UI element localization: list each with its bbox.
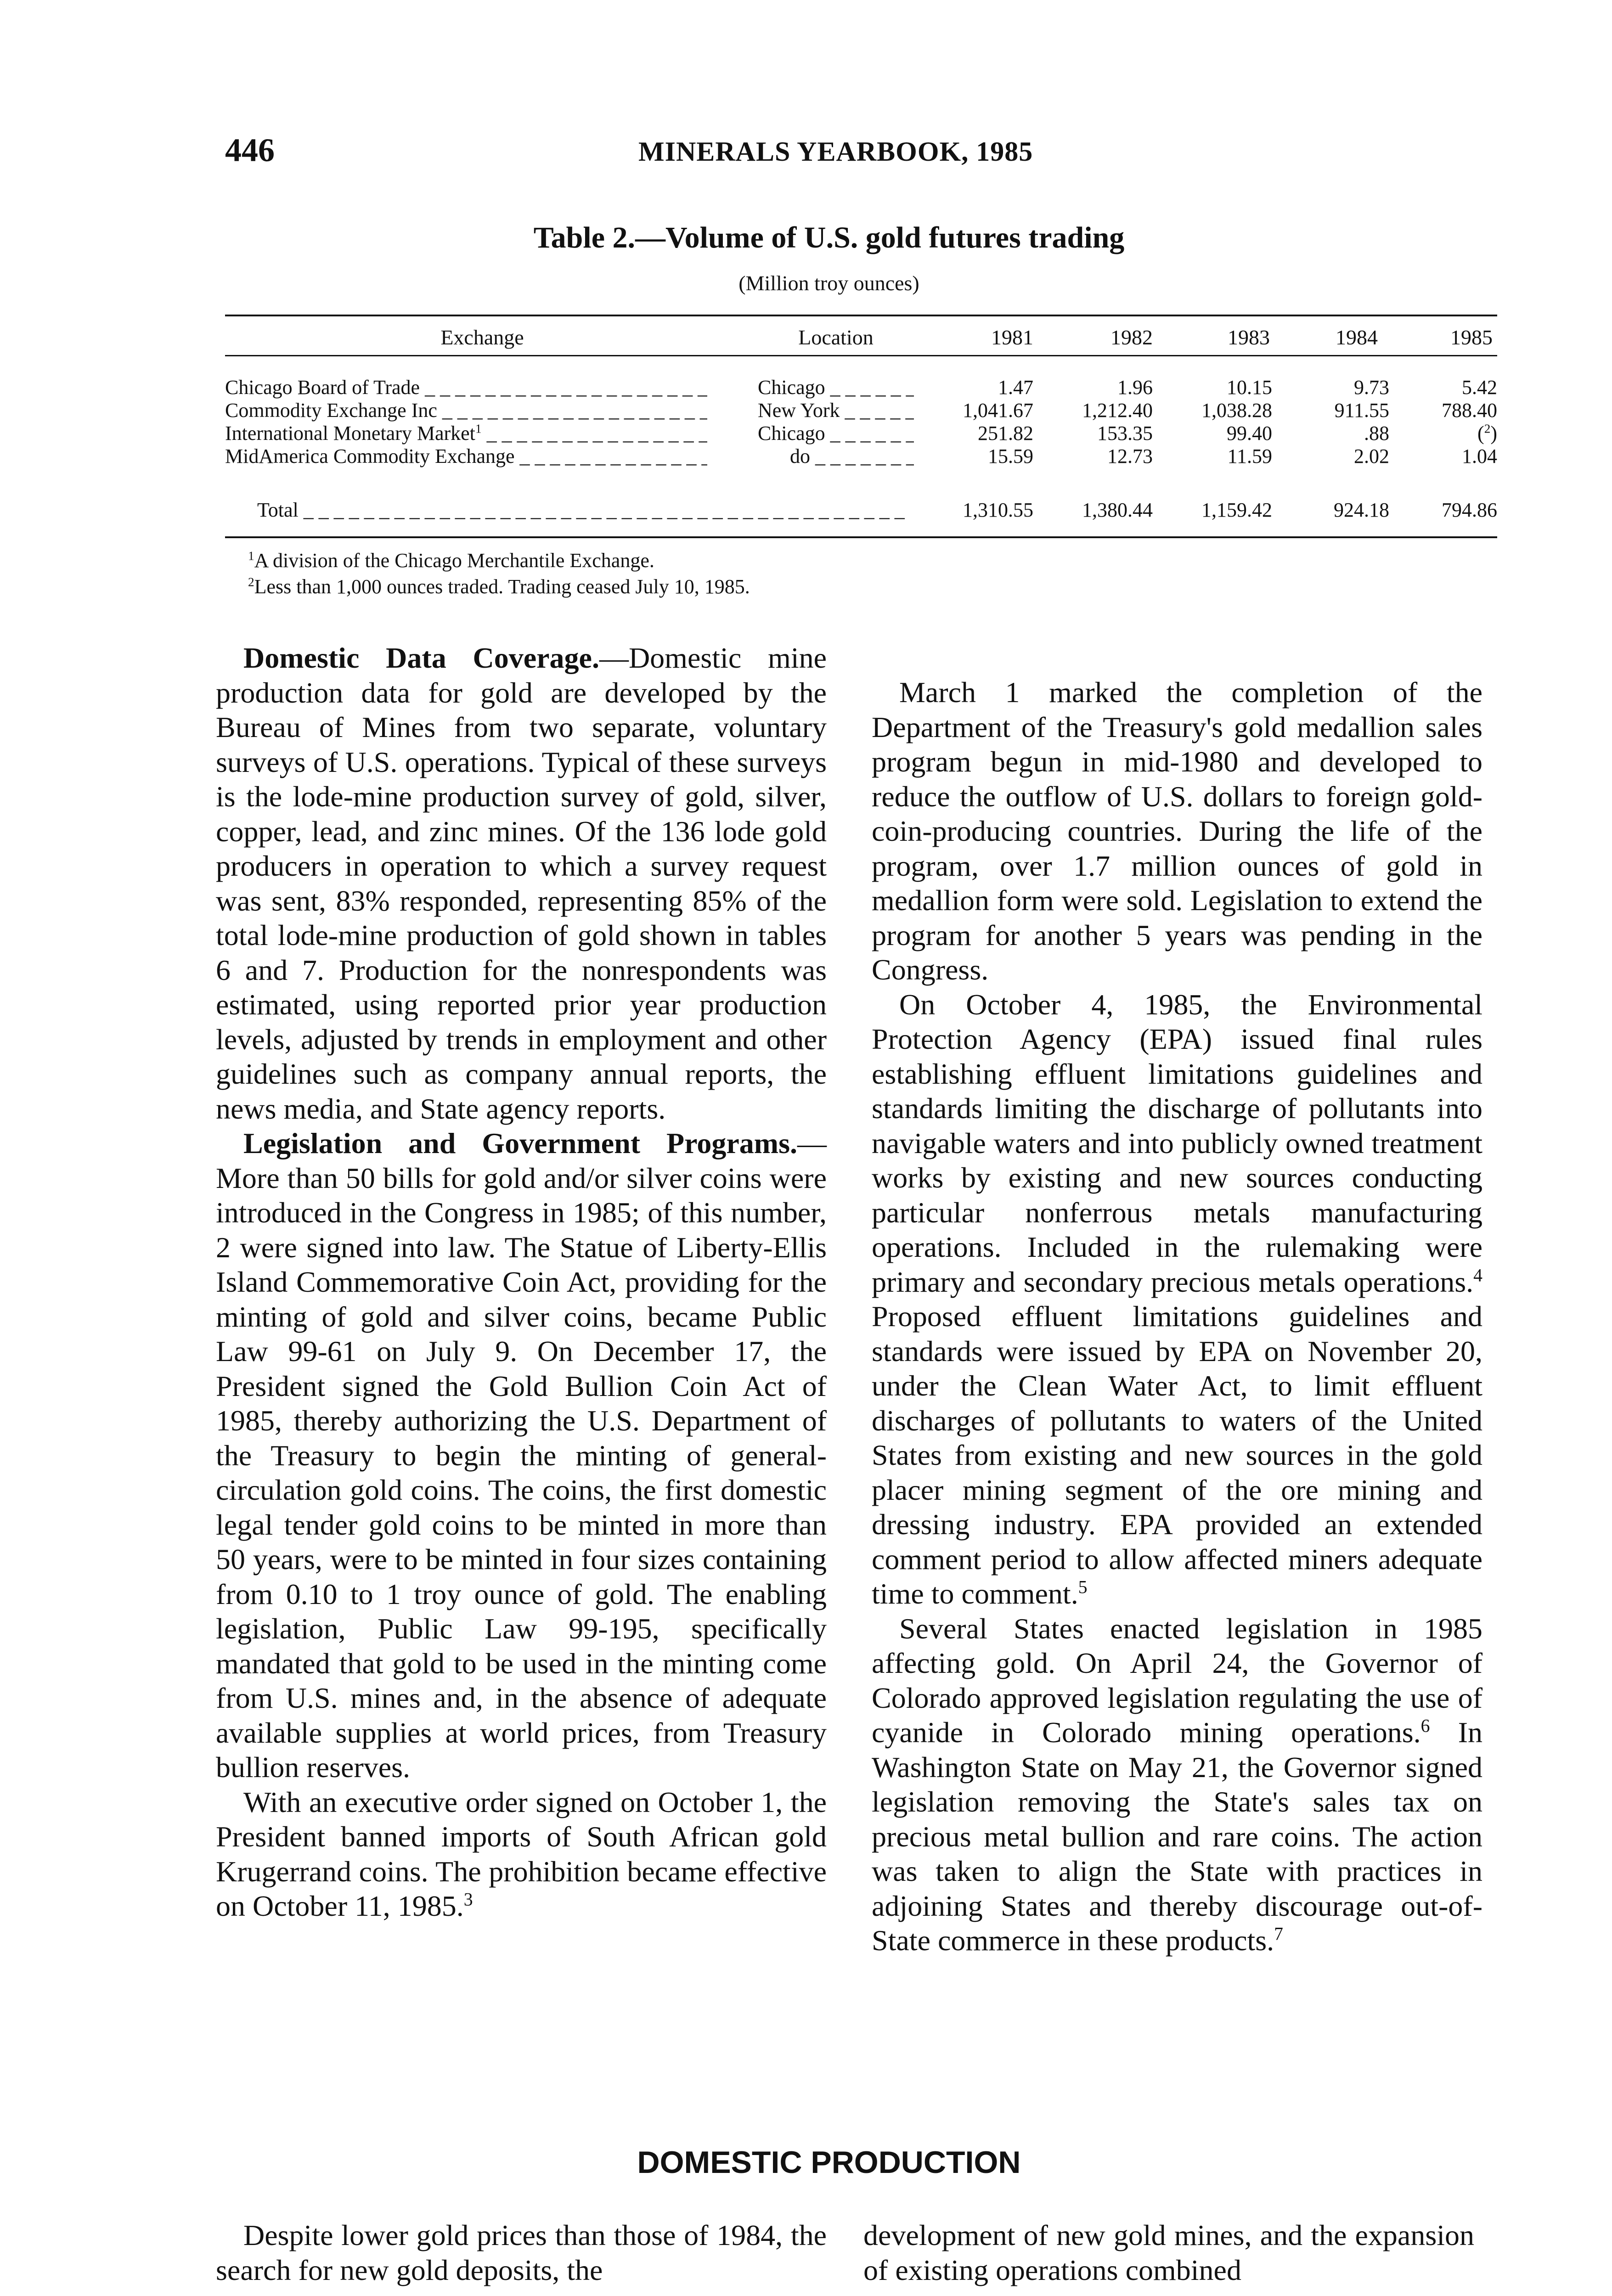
paragraph-data-coverage xyxy=(216,641,827,1126)
page-number: 446 xyxy=(225,132,275,169)
table-header-rule xyxy=(225,355,1497,356)
table-row xyxy=(225,422,1497,445)
paragraph-text: With an executive order signed on October 1, the President banned imports of South African gold Krugerrand coins. The prohibition became effective on October 11, 1985. xyxy=(216,1785,827,1922)
table-total-row xyxy=(225,498,1497,521)
column-header-1981: 1981 xyxy=(991,326,1033,349)
total-1985: 794.86 xyxy=(1442,499,1497,521)
cell-location: Chicago _ _ _ xyxy=(758,422,914,445)
cell-1981: 15.59 xyxy=(988,445,1033,467)
cell-exchange-text: International Monetary Market xyxy=(225,422,475,445)
cell-1982: 1.96 xyxy=(1117,376,1153,399)
cell-1984: .88 xyxy=(1364,422,1389,445)
footnote-ref: 3 xyxy=(463,1889,473,1910)
run-in-heading: Legislation and Government Programs. xyxy=(243,1127,797,1159)
paragraph-text: In Washington State on May 21, the Governor signed legislation removing the State's sales tax on precious metal bullion and rare coins. The action was taken to align the State with practices in adjoining States and thereby discourage out-of-State commerce in these products. xyxy=(872,1716,1482,1957)
column-header-location: Location xyxy=(798,326,874,349)
column-header-1982: 1982 xyxy=(1110,326,1153,349)
footnote-ref: 7 xyxy=(1274,1924,1283,1944)
cell-1985: 1.04 xyxy=(1462,445,1497,467)
table-title xyxy=(0,220,1612,255)
cell-1985: 5.42 xyxy=(1462,376,1497,399)
cell-location: New York _ _ _ xyxy=(758,399,914,422)
section-heading xyxy=(0,2144,1612,2180)
column-header-exchange: Exchange xyxy=(440,326,524,349)
table-subtitle-text: (Million troy ounces) xyxy=(738,271,919,295)
paragraph-text: Several States enacted legislation in 1985 affecting gold. On April 24, the Governor of Colorado approved legislation regulating the use of cyanide in Colorado mining operations. xyxy=(872,1612,1482,1749)
cell-1982: 1,212.40 xyxy=(1082,399,1153,422)
footnote-text: A division of the Chicago Merchantile Exchange. xyxy=(254,549,654,572)
footnote-ref: 2 xyxy=(1484,422,1491,436)
cell-1983: 1,038.28 xyxy=(1201,399,1272,422)
table-footnote-1 xyxy=(248,549,654,572)
footnote-mark: 1 xyxy=(248,549,254,563)
cell-1981: 251.82 xyxy=(978,422,1033,445)
cell-exchange: Chicago Board of Trade _ _ _ xyxy=(225,376,707,399)
cell-location: Chicago _ _ _ xyxy=(758,376,914,399)
cell-1983: 11.59 xyxy=(1227,445,1272,467)
total-label: Total _ _ _ xyxy=(257,498,909,522)
section-heading-text: DOMESTIC PRODUCTION xyxy=(637,2145,1021,2180)
cell-1984: 911.55 xyxy=(1334,399,1389,422)
paragraph-text: Proposed effluent limitations guidelines and standards were issued by EPA on November 20, under the Clean Water Act, to limit effluent discharges of pollutants to waters of the United States from existing and new sources in the gold placer mining segment of the ore mining and dressing industry. EPA provided an extended comment period to allow affected miners adequate time to comment. xyxy=(872,1300,1482,1610)
table-subtitle xyxy=(0,271,1612,295)
running-title: MINERALS YEARBOOK, 1985 xyxy=(638,136,1033,167)
column-header-1984: 1984 xyxy=(1336,326,1378,349)
paragraph-text: March 1 marked the completion of the Department of the Treasury's gold medallion sales program begun in mid-1980 and developed to reduce the outflow of U.S. dollars to foreign gold-coin-producing countries. During the life of the program, over 1.7 million ounces of gold in medallion form were sold. Legislation to extend the program for another 5 years was pending in the Congress. xyxy=(872,676,1482,986)
body-column-right xyxy=(872,675,1482,1958)
column-header-1985: 1985 xyxy=(1450,326,1493,349)
table-row xyxy=(225,376,1497,399)
section-column-right xyxy=(863,2218,1474,2287)
section-column-left xyxy=(216,2218,827,2287)
paragraph-text: —More than 50 bills for gold and/or silver coins were introduced in the Congress in 1985; of this number, 2 were signed into law. The Statue of Liberty-Ellis Island Commemorative Coin Act, providing for the minting of gold and silver coins, became Public Law 99-61 on July 9. On December 17, the President signed the Gold Bullion Coin Act of 1985, thereby authorizing the U.S. Department of the Treasury to begin the minting of general-circulation gold coins. The coins, the first domestic legal tender gold coins to be minted in more than 50 years, were to be minted in four sizes containing from 0.10 to 1 troy ounce of gold. The enabling legislation, Public Law 99-195, specifically mandated that gold to be used in the minting come from U.S. mines and, in the absence of adequate available supplies at world prices, from Treasury bullion reserves. xyxy=(216,1127,827,1784)
footnote-ref: 4 xyxy=(1473,1265,1482,1286)
cell-1984: 9.73 xyxy=(1354,376,1389,399)
footnote-text: Less than 1,000 ounces traded. Trading ceased July 10, 1985. xyxy=(254,575,750,598)
table-title-text: Table 2.—Volume of U.S. gold futures trading xyxy=(533,221,1125,254)
paragraph-production-start: Despite lower gold prices than those of 1984, the search for new gold deposits, the xyxy=(216,2219,827,2286)
table-footnote-2 xyxy=(248,575,750,598)
total-1981: 1,310.55 xyxy=(963,499,1033,521)
table-row xyxy=(225,445,1497,467)
paragraph-legislation xyxy=(216,1126,827,1785)
footnote-ref: 5 xyxy=(1078,1577,1088,1598)
cell-1985 xyxy=(1378,422,1497,445)
cell-exchange: Commodity Exchange Inc _ _ _ xyxy=(225,399,707,422)
cell-exchange xyxy=(225,422,707,445)
cell-1981: 1.47 xyxy=(998,376,1033,399)
table-row xyxy=(225,399,1497,422)
footnote-mark: 2 xyxy=(248,575,254,589)
cell-location: do _ _ _ xyxy=(758,445,914,468)
column-header-1983: 1983 xyxy=(1228,326,1270,349)
paragraph-text: —Domestic mine production data for gold are developed by the Bureau of Mines from two separate, voluntary surveys of U.S. operations. Typical of these surveys is the lode-mine production survey of gold, silver, copper, lead, and zinc mines. Of the 136 lode gold producers in operation to which a survey request was sent, 83% responded, representing 85% of the total lode-mine production of gold shown in tables 6 and 7. Production for the nonrespondents was estimated, using reported prior year production levels, adjusted by trends in employment and other guidelines such as company annual reports, the news media, and State agency reports. xyxy=(216,642,827,1125)
footnote-ref: 1 xyxy=(475,422,482,436)
total-1983: 1,159.42 xyxy=(1201,499,1272,521)
table-bottom-rule xyxy=(225,536,1497,538)
table-top-rule xyxy=(225,315,1497,316)
run-in-heading: Domestic Data Coverage. xyxy=(243,642,599,674)
paragraph-epa xyxy=(872,987,1482,1611)
cell-1981: 1,041.67 xyxy=(963,399,1033,422)
cell-1985: 788.40 xyxy=(1442,399,1497,422)
total-1982: 1,380.44 xyxy=(1082,499,1153,521)
cell-1983: 99.40 xyxy=(1227,422,1272,445)
paragraph-krugerrand xyxy=(216,1785,827,1924)
paragraph-medallion xyxy=(872,675,1482,987)
paragraph-text: On October 4, 1985, the Environmental Protection Agency (EPA) issued final rules establishing effluent limitations guidelines and standards limiting the discharge of pollutants into navigable waters and into publicly owned treatment works by existing and new sources conducting particular nonferrous metals manufacturing operations. Included in the rulemaking were primary and secondary precious metals operations. xyxy=(872,988,1482,1298)
cell-1985-open: ( xyxy=(1477,422,1484,445)
cell-1983: 10.15 xyxy=(1227,376,1272,399)
footnote-ref: 6 xyxy=(1420,1716,1430,1736)
cell-exchange: MidAmerica Commodity Exchange _ _ _ xyxy=(225,445,707,468)
body-column-left xyxy=(216,641,827,1924)
paragraph-production-continued: development of new gold mines, and the expansion of existing operations combined xyxy=(863,2219,1474,2286)
cell-1985-close: ) xyxy=(1490,422,1497,445)
paragraph-states xyxy=(872,1611,1482,1958)
cell-1984: 2.02 xyxy=(1354,445,1389,467)
cell-1982: 153.35 xyxy=(1097,422,1153,445)
cell-1982: 12.73 xyxy=(1107,445,1153,467)
total-1984: 924.18 xyxy=(1334,499,1389,521)
